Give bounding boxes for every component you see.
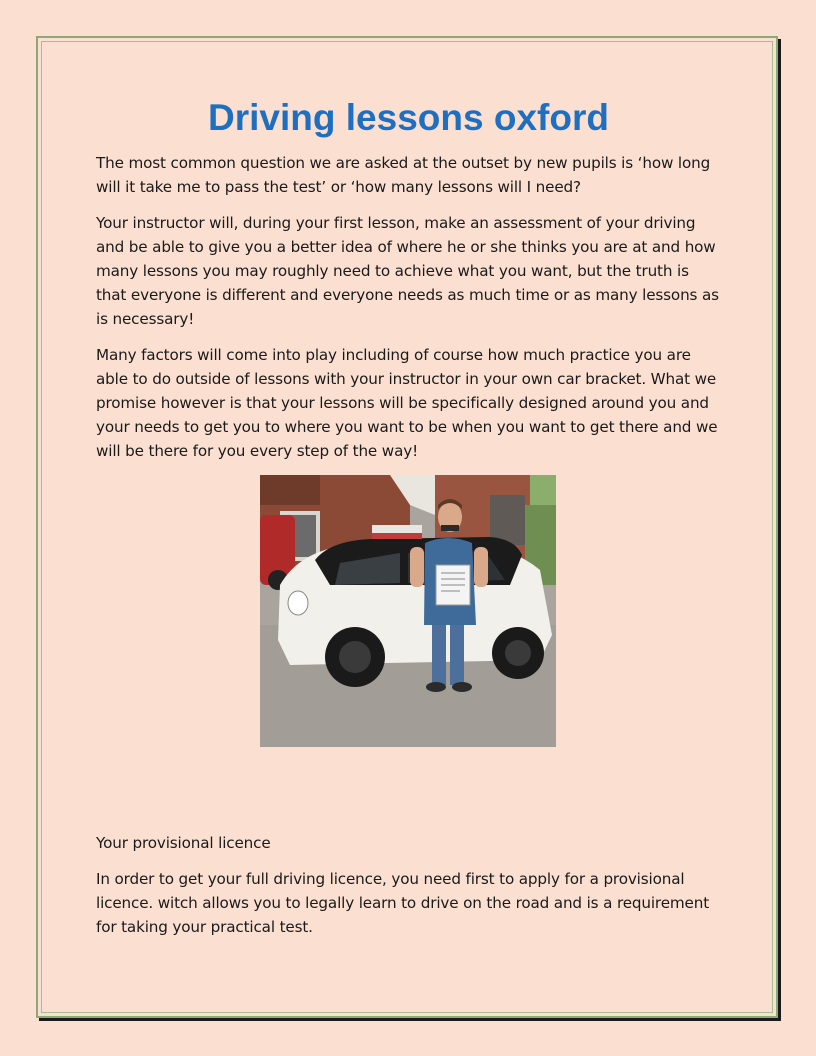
paragraph-factors: Many factors will come into play including of course how much practice you are able to do outside of lessons with your instructor in your own car bracket. What we promise however is that your lessons will be specifically designed around you and your needs to get you to where you want to be when you want to get there and we will be there for you every step of the way! [96, 346, 718, 460]
page-title: Driving lessons oxford [208, 97, 609, 138]
pupil-pass-photo [260, 475, 556, 747]
paragraph-intro: The most common question we are asked at the outset by new pupils is ‘how long will it take me to pass the test’ or ‘how many lessons will I need? [96, 154, 711, 196]
document-content [96, 96, 721, 939]
section-heading-provisional-licence: Your provisional licence [96, 834, 271, 852]
paragraph-assessment: Your instructor will, during your first lesson, make an assessment of your driving and be able to give you a better idea of where he or she thinks you are at and how many lessons you may roughly need to achieve what you want, but the truth is that everyone is different and everyone needs as much time or as many lessons as is necessary! [96, 214, 719, 328]
paragraph-provisional-licence: In order to get your full driving licence, you need first to apply for a provisional licence. witch allows you to legally learn to drive on the road and is a requirement for taking your practical test. [96, 870, 710, 936]
